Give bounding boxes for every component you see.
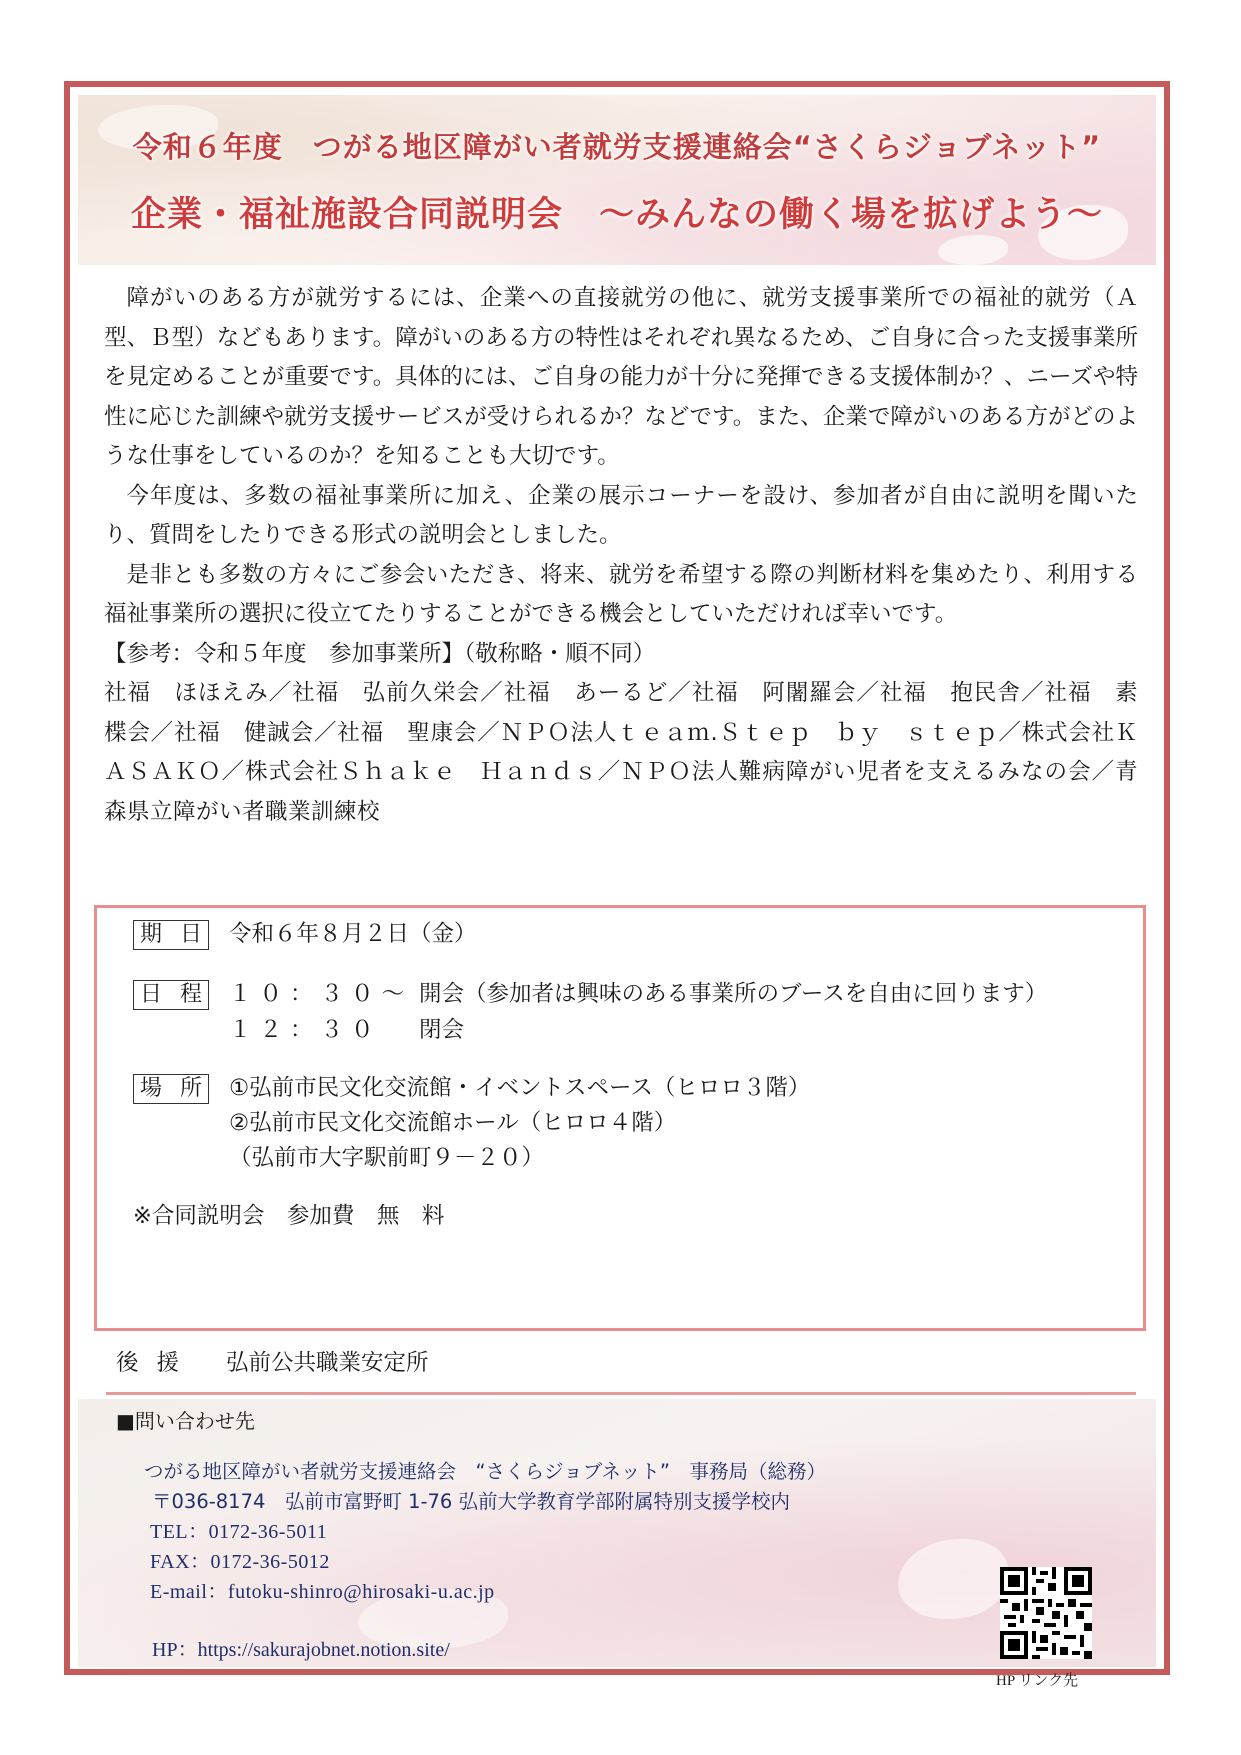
- support-row: [116, 1345, 429, 1377]
- intro-paragraph-3: 是非とも多数の方々にご参会いただき、将来、就労を希望する際の判断材料を集めたり、利用する福祉事業所の選択に役立てたりすることができる機会としていただければ幸いです。: [104, 561, 1138, 627]
- contact-hp-link[interactable]: HP：https://sakurajobnet.notion.site/: [152, 1639, 450, 1661]
- contact-email[interactable]: E-mail：futoku-shinro@hirosaki-u.ac.jp: [150, 1581, 495, 1603]
- divider: [106, 1392, 1136, 1395]
- venue-line: ①弘前市民文化交流館・イベントスペース（ヒロロ３階）: [229, 1075, 811, 1101]
- schedule-desc: 閉会: [419, 1017, 465, 1043]
- petal-decoration: [938, 235, 1008, 265]
- reference-list: 社福 ほほえみ／社福 弘前久栄会／社福 あーるど／社福 阿闍羅会／社福 抱民舎／社福 素楪会／社福 健誠会／社福 聖康会／ＮＰＯ法人ｔｅａｍ.Ｓｔｅｐ ｂｙ ｓｔｅｐ／株式会社ＫＡＳＡＫＯ／株式会社Ｓｈａｋｅ Ｈａｎｄｓ／ＮＰＯ法人難病障がい児者を支えるみなの会／青森県立障がい者職業訓練校: [104, 680, 1138, 825]
- venue-line: ②弘前市民文化交流館ホール（ヒロロ４階）: [229, 1110, 677, 1136]
- header-banner: [78, 95, 1156, 265]
- contact-section: [78, 1399, 1156, 1689]
- schedule-label: 日程: [133, 980, 209, 1010]
- intro-paragraph-2: 今年度は、多数の福祉事業所に加え、企業の展示コーナーを設け、参加者が自由に説明を聞いたり、質問をしたりできる形式の説明会としました。: [104, 482, 1138, 548]
- schedule-row: [229, 1012, 464, 1048]
- reference-heading: 【参考：令和５年度 参加事業所】（敬称略・順不同）: [104, 640, 656, 667]
- qr-caption: HP リンク先: [996, 1673, 1079, 1689]
- support-label: 後援: [116, 1350, 198, 1376]
- contact-org: つがる地区障がい者就労支援連絡会 “さくらジョブネット” 事務局（総務）: [144, 1460, 827, 1483]
- schedule-time: １０：３０～: [229, 981, 413, 1007]
- contact-heading: ■問い合わせ先: [116, 1409, 255, 1433]
- contact-details: [144, 1457, 826, 1607]
- petal-decoration: [898, 1539, 1008, 1619]
- contact-address: 〒036-8174 弘前市富野町 1-76 弘前大学教育学部附属特別支援学校内: [152, 1490, 791, 1513]
- intro-paragraph-1: 障がいのある方が就労するには、企業への直接就労の他に、就労支援事業所での福祉的就労（Ａ型、Ｂ型）などもあります。障がいのある方の特性はそれぞれ異なるため、ご自身に合った支援事業所を見定めることが重要です。具体的には、ご自身の能力が十分に発揮できる支援体制か？、ニーズや特性に応じた訓練や就労支援サービスが受けられるか？などです。また、企業で障がいのある方がどのような仕事をしているのか？を知ることも大切です。: [104, 285, 1138, 469]
- contact-tel: TEL：0172-36-5011: [150, 1521, 328, 1543]
- intro-section: [104, 279, 1138, 832]
- qr-code-icon[interactable]: [1000, 1567, 1092, 1659]
- event-organizer-title: 令和６年度 つがる地区障がい者就労支援連絡会“さくらジョブネット”: [132, 130, 1102, 164]
- date-label: 期日: [133, 920, 209, 950]
- venue-label: 場所: [133, 1074, 209, 1104]
- event-main-title: 企業・福祉施設合同説明会 ～みんなの働く場を拡げよう～: [130, 195, 1103, 235]
- venue-address: （弘前市大字駅前町９－２０）: [229, 1145, 545, 1171]
- schedule-row: [229, 976, 1047, 1012]
- page-frame: [64, 81, 1170, 1689]
- event-details-box: [94, 905, 1146, 1331]
- fee-note: ※合同説明会 参加費 無 料: [133, 1203, 445, 1229]
- date-value: 令和６年８月２日（金）: [229, 921, 477, 947]
- schedule-time: １２：３０: [229, 1017, 382, 1043]
- schedule-desc: 開会（参加者は興味のある事業所のブースを自由に回ります）: [419, 981, 1048, 1007]
- support-value: 弘前公共職業安定所: [226, 1350, 429, 1376]
- contact-fax: FAX：0172-36-5012: [150, 1551, 330, 1573]
